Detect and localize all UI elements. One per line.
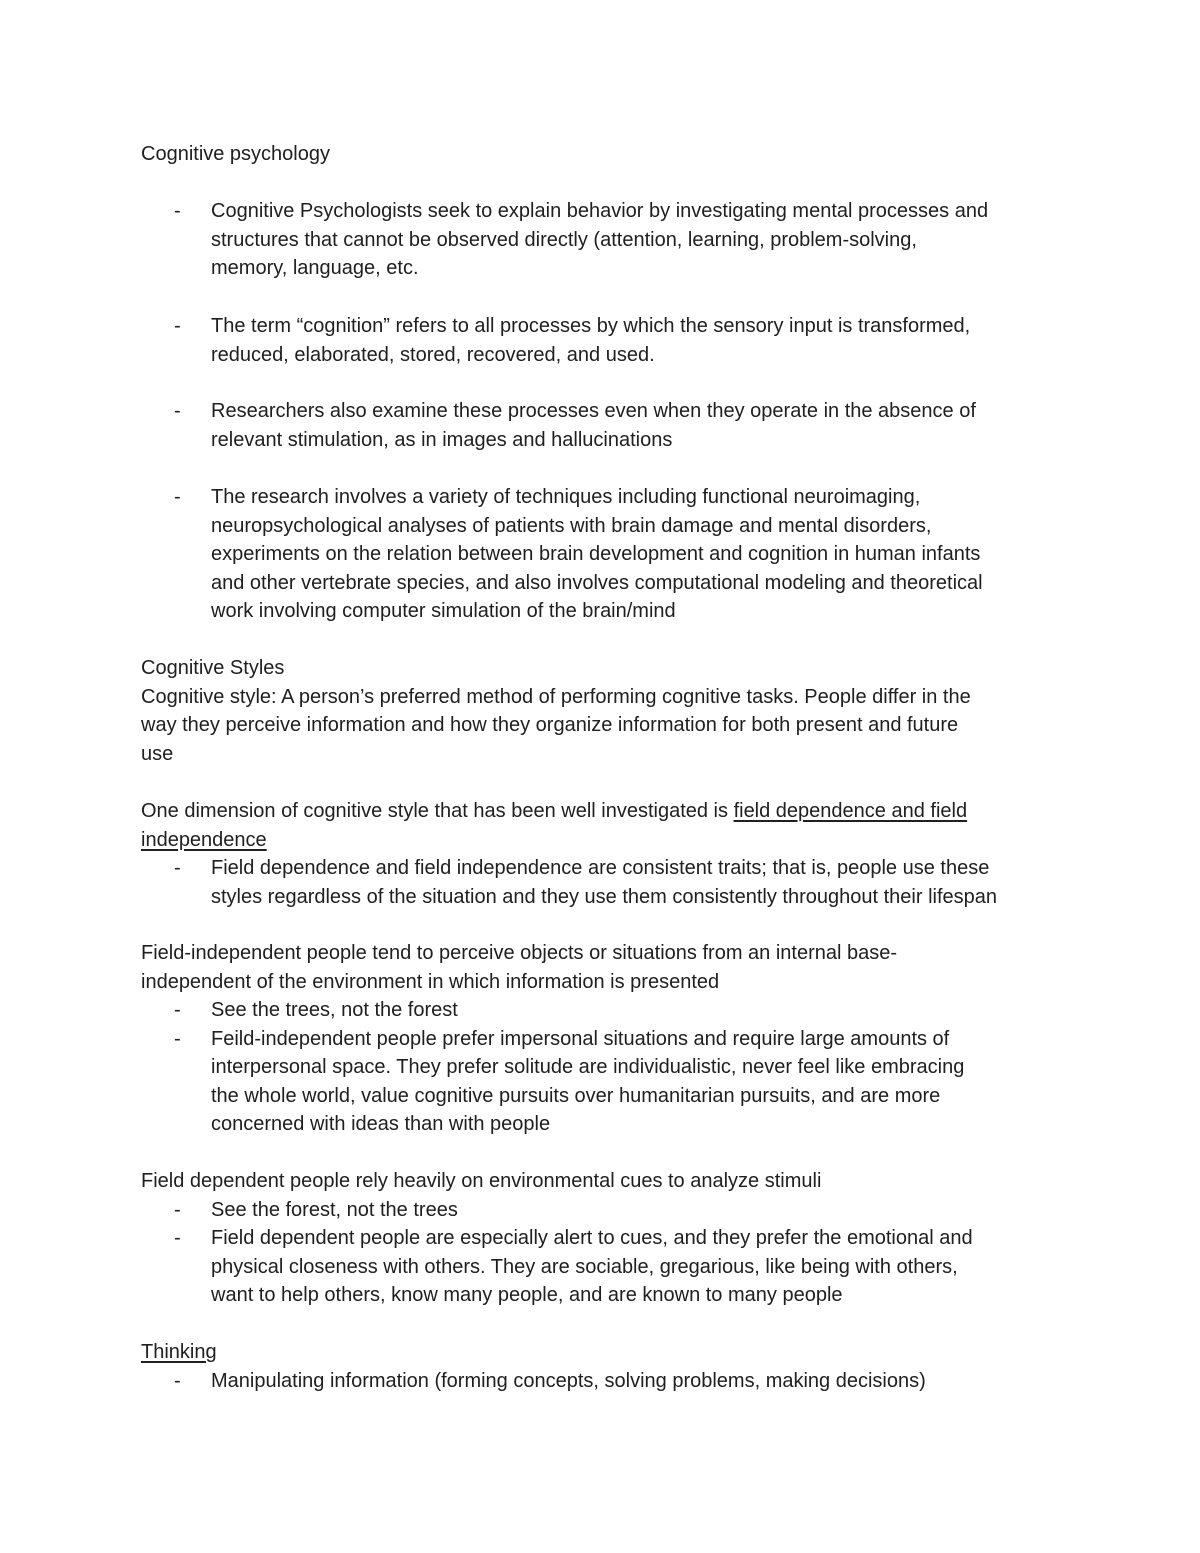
bullet-dash: - [174, 999, 181, 1021]
bullet-dash: - [174, 400, 181, 422]
list-item: - Field dependence and field independence are consistent traits; that is, people use these styles regardless of the situation and they use them consistently throughout their lifespan [141, 854, 1066, 911]
section-cognitive-styles: Cognitive Styles Cognitive style: A person’s preferred method of performing cognitive tasks. People differ in the way they perceive information and how they organize information for both present and future use [141, 654, 1066, 768]
underlined-term: field dependence and field [733, 800, 968, 822]
bullet-dash: - [174, 857, 181, 879]
list-item: - Feild-independent people prefer impersonal situations and require large amounts of interpersonal space. They prefer solitude are individualistic, never feel like embracing the whole world, value cognitive pursuits over humanitarian pursuits, and are more concerned with ideas than with people [141, 1025, 1066, 1139]
heading-thinking: Thinking [141, 1341, 217, 1363]
list-item: - Manipulating information (forming concepts, solving problems, making decisions) [141, 1367, 1066, 1396]
paragraph-field-independent: Field-independent people tend to perceive objects or situations from an internal base- independent of the environment in which information is presented - See the trees, not the forest - Feild-independent people prefer impersonal situations and require large amounts of interpersonal space. They prefer solitude are individualistic, never feel like embracing the whole world, value cognitive pursuits over humanitarian pursuits, and are more concerned with ideas than with people [141, 939, 1066, 1139]
list-item: - See the trees, not the forest [141, 996, 1066, 1025]
bullet-dash: - [174, 1369, 181, 1392]
bullet-dash: - [174, 1227, 181, 1249]
bullet-dash: - [174, 315, 181, 337]
list-item: - Field dependent people are especially alert to cues, and they prefer the emotional and physical closeness with others. They are sociable, gregarious, like being with others, want to help others, know many people, and are known to many people [141, 1224, 1066, 1310]
bullet-dash: - [174, 200, 181, 222]
bullet-dash: - [174, 486, 181, 508]
list-item: - The term “cognition” refers to all processes by which the sensory input is transformed, reduced, elaborated, stored, recovered, and used. [141, 312, 1066, 369]
list-item: - Cognitive Psychologists seek to explain behavior by investigating mental processes and structures that cannot be observed directly (attention, learning, problem-solving, memory, language, etc. [141, 197, 1066, 283]
bullet-dash: - [174, 1027, 181, 1050]
list-item: - See the forest, not the trees [141, 1196, 1066, 1225]
list-item: - Researchers also examine these processes even when they operate in the absence of relevant stimulation, as in images and hallucinations [141, 397, 1066, 454]
section-thinking [141, 1338, 1066, 1395]
heading-cognitive-psychology: Cognitive psychology [141, 143, 330, 165]
list-item: - The research involves a variety of techniques including functional neuroimaging, neuropsychological analyses of patients with brain damage and mental disorders, experiments on the relation between brain development and cognition in human infants and other vertebrate species, and also involves computational modeling and theoretical work involving computer simulation of the brain/mind [141, 483, 1066, 626]
heading-cognitive-styles: Cognitive Styles [141, 657, 285, 679]
paragraph-dimension: One dimension of cognitive style that has been well investigated is field dependence and field independence - Field dependence and field independence are consistent traits; that is, people use these styles regardless of the situation and they use them consistently throughout their lifespan [141, 797, 1066, 911]
underlined-term: independence [141, 828, 267, 851]
paragraph-field-dependent: Field dependent people rely heavily on environmental cues to analyze stimuli - See the forest, not the trees - Field dependent people are especially alert to cues, and they prefer the emotional and physical closeness with others. They are sociable, gregarious, like being with others, want to help others, know many people, and are known to many people [141, 1167, 1066, 1310]
bullet-dash: - [174, 1198, 181, 1221]
